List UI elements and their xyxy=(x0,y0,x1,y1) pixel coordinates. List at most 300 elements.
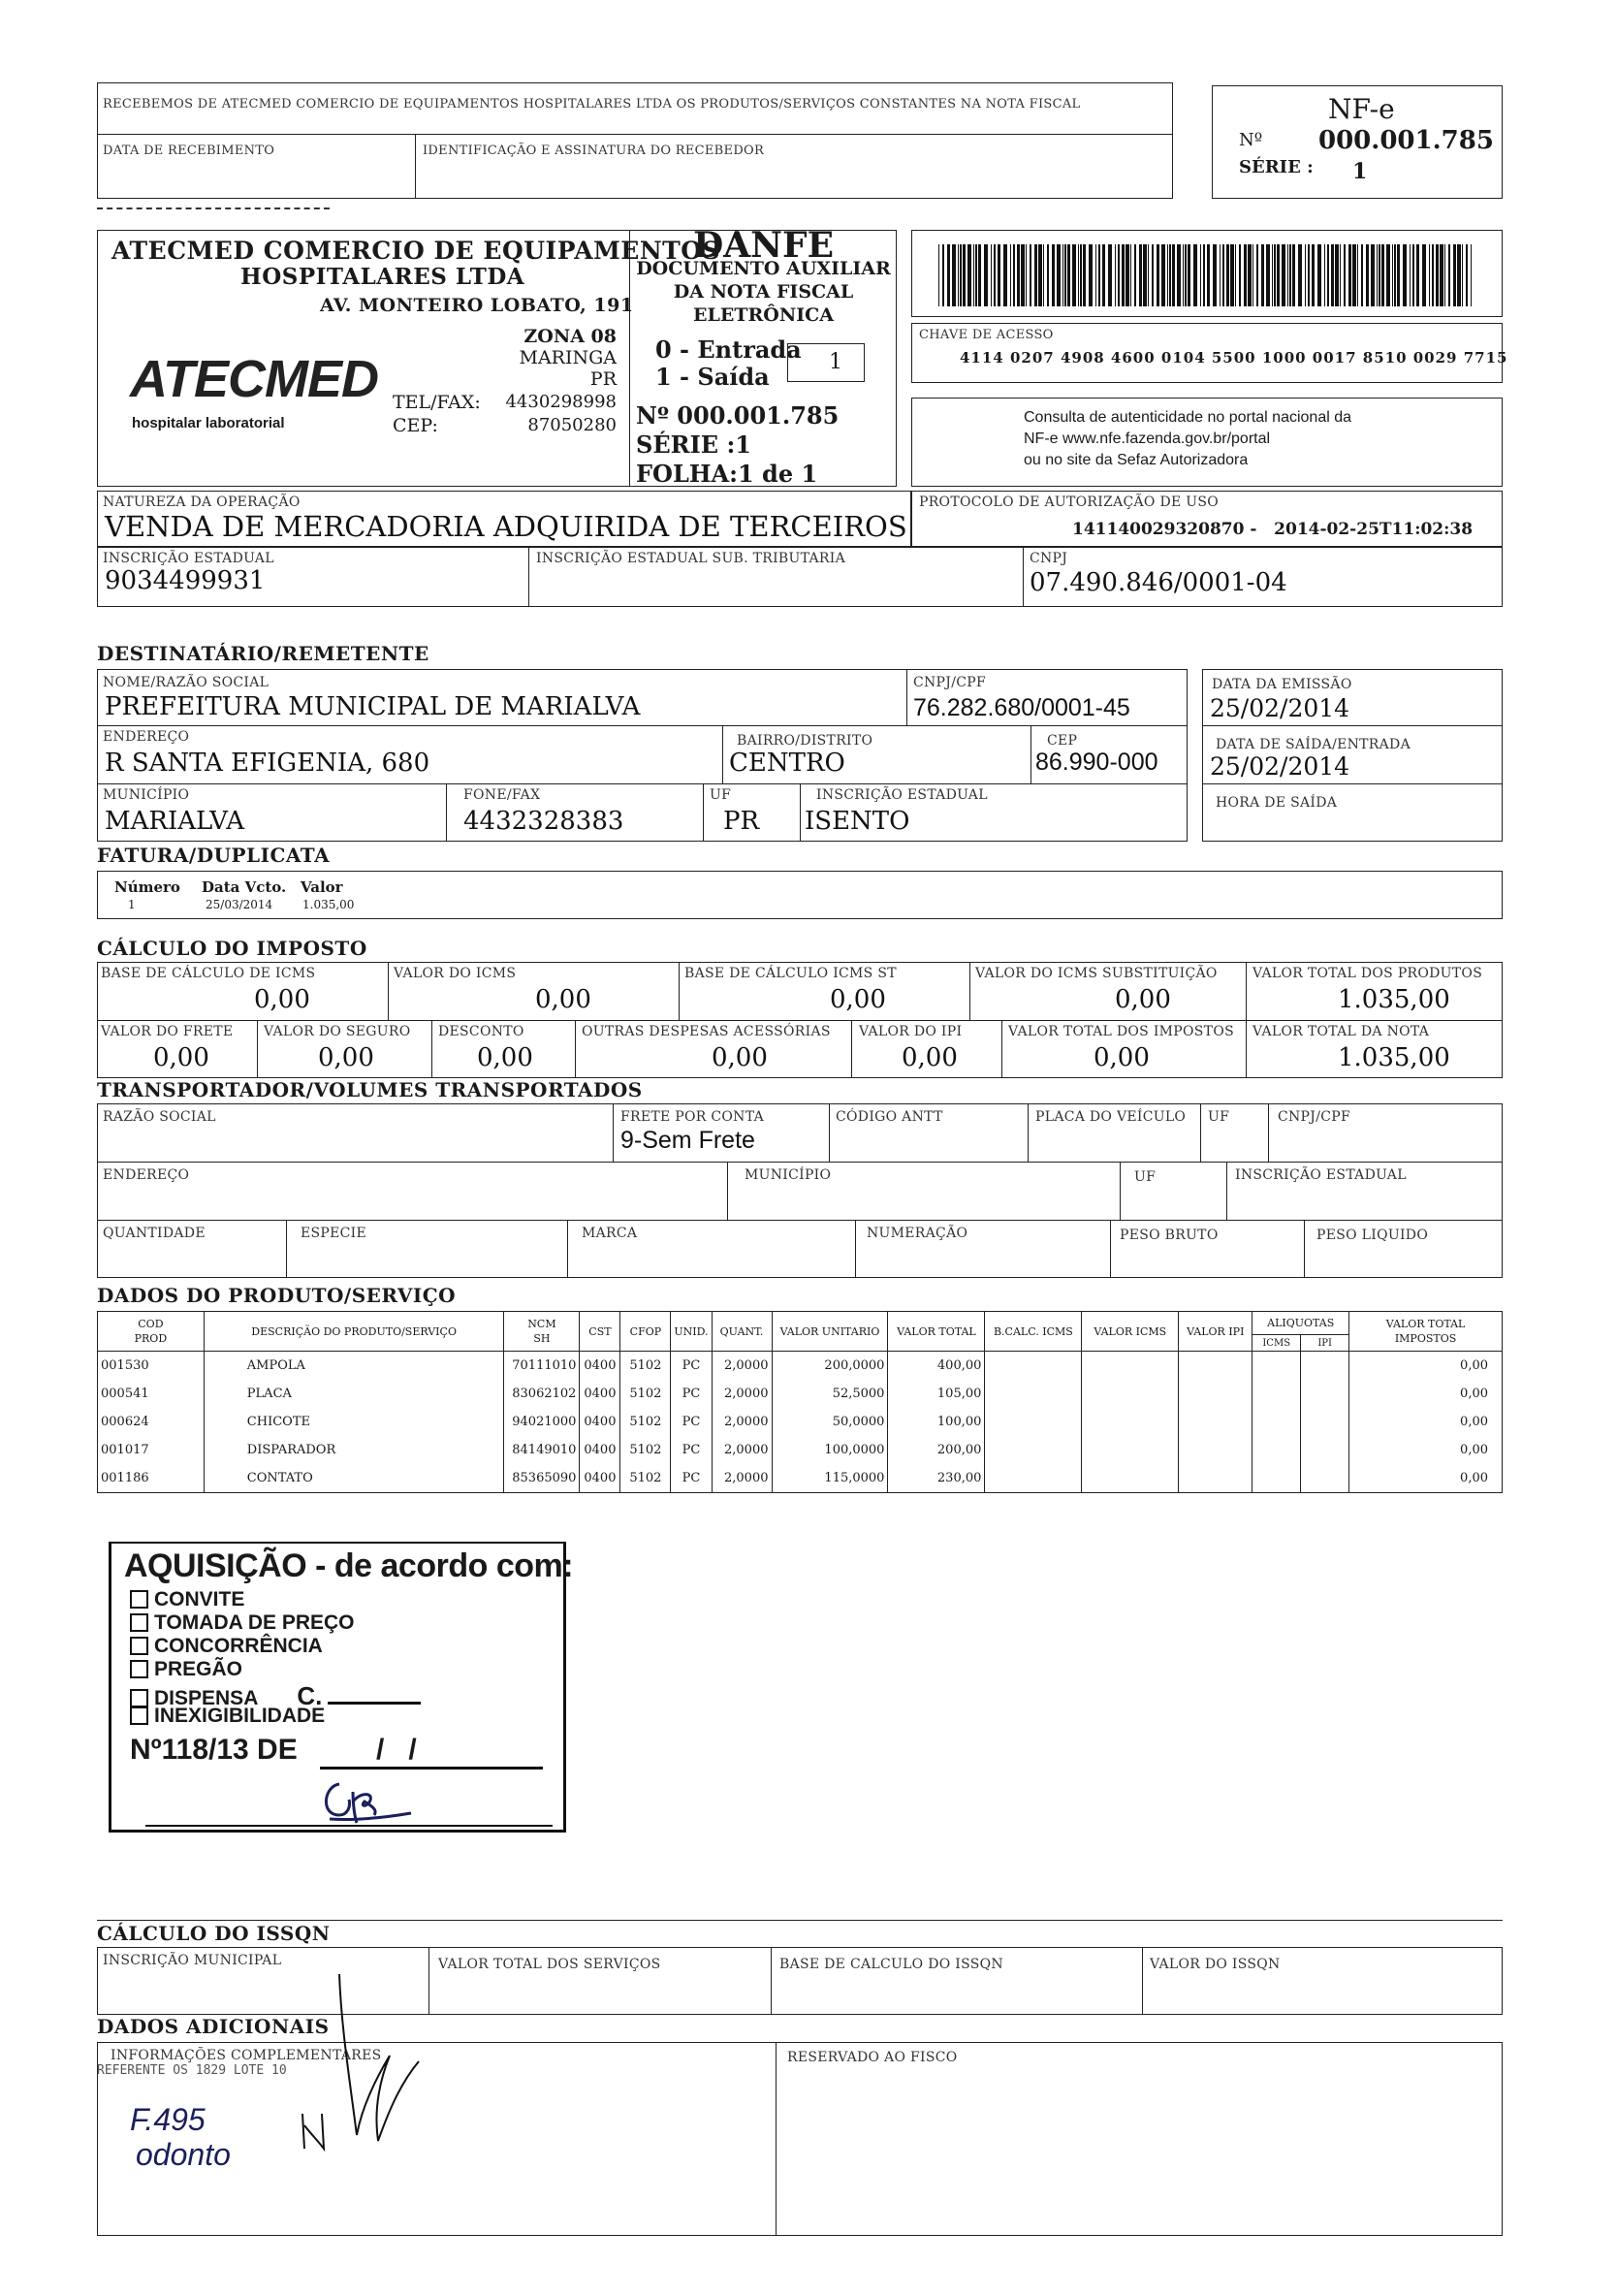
barcode-bar xyxy=(1327,244,1329,306)
barcode-bar xyxy=(1083,244,1086,306)
issqn-valor-label: VALOR DO ISSQN xyxy=(1150,1957,1281,1972)
barcode-bar xyxy=(1207,244,1210,306)
transp-endereco-label: ENDEREÇO xyxy=(103,1167,190,1183)
cell-cst: 0400 xyxy=(580,1352,620,1381)
valor-icms-label: VALOR DO ICMS xyxy=(394,966,517,981)
cell-cod: 000624 xyxy=(98,1408,205,1436)
cell-vipi xyxy=(1179,1352,1252,1381)
nfe-serie-value: 1 xyxy=(1352,159,1368,184)
barcode-bar xyxy=(1282,244,1285,306)
checkbox-inexigibilidade[interactable] xyxy=(130,1706,148,1725)
cell-cst: 0400 xyxy=(580,1436,620,1464)
danfe-tipo-box xyxy=(787,343,865,382)
fatura-valor: 1.035,00 xyxy=(302,898,355,911)
cell-vipi xyxy=(1179,1408,1252,1436)
barcode-bar xyxy=(1357,244,1358,306)
barcode-bar xyxy=(947,244,950,306)
dest-cnpj-label: CNPJ/CPF xyxy=(913,675,986,690)
barcode-bar xyxy=(1244,244,1247,306)
barcode-bar xyxy=(1252,244,1253,306)
ie-value: 9034499931 xyxy=(105,566,266,595)
barcode-bar xyxy=(1261,244,1264,306)
h-vtotal: VALOR TOTAL xyxy=(888,1312,985,1352)
produtos-heading: DADOS DO PRODUTO/SERVIÇO xyxy=(97,1284,457,1307)
cell-vunit: 50,0000 xyxy=(772,1408,888,1436)
cell-quant: 2,0000 xyxy=(712,1380,772,1408)
barcode-bar xyxy=(1386,244,1390,306)
cell-unid: PC xyxy=(671,1464,712,1493)
iest-label: INSCRIÇÃO ESTADUAL SUB. TRIBUTARIA xyxy=(536,551,845,566)
barcode-bar xyxy=(1017,244,1020,306)
protocolo-value: 141140029320870 - 2014-02-25T11:02:38 xyxy=(1072,520,1474,539)
base-icms-label: BASE DE CÁLCULO DE ICMS xyxy=(101,966,316,981)
fisco-label: RESERVADO AO FISCO xyxy=(787,2050,958,2065)
barcode-bar xyxy=(1078,244,1079,306)
barcode-bar xyxy=(973,244,974,306)
desconto-value: 0,00 xyxy=(477,1043,533,1072)
barcode-bar xyxy=(1130,244,1131,306)
barcode-bar xyxy=(1422,244,1426,306)
barcode-bar xyxy=(1462,244,1463,306)
transp-municipio-label: MUNICÍPIO xyxy=(745,1167,832,1183)
emitente-cnpj-value: 07.490.846/0001-04 xyxy=(1030,568,1287,597)
barcode-bar xyxy=(1312,244,1315,306)
dest-uf-label: UF xyxy=(710,787,732,803)
emitente-address: AV. MONTEIRO LOBATO, 191 xyxy=(320,295,634,316)
cell-cst: 0400 xyxy=(580,1408,620,1436)
cell-vtotal: 400,00 xyxy=(888,1352,985,1381)
nfe-serie-label: SÉRIE : xyxy=(1239,157,1314,177)
barcode-bar xyxy=(1052,244,1055,306)
cell-cst: 0400 xyxy=(580,1380,620,1408)
fatura-vcto: 25/03/2014 xyxy=(206,898,273,911)
handwritten-note-2: odonto xyxy=(136,2137,231,2172)
barcode-bar xyxy=(998,244,1000,306)
cell-aicms xyxy=(1252,1352,1301,1381)
barcode-bar xyxy=(1381,244,1384,306)
barcode-bar xyxy=(1239,244,1241,306)
issqn-heading: CÁLCULO DO ISSQN xyxy=(97,1922,331,1945)
stamp-underline xyxy=(145,1825,553,1827)
danfe-serie: SÉRIE :1 xyxy=(636,430,752,459)
cell-ncm: 84149010 xyxy=(504,1436,580,1464)
cell-cod: 001530 xyxy=(98,1352,205,1381)
table-row xyxy=(98,1408,1503,1436)
barcode xyxy=(938,244,1472,306)
chave-value: 4114 0207 4908 4600 0104 5500 1000 0017 8510 0029 7715 xyxy=(960,349,1508,367)
atecmed-logo xyxy=(130,349,378,409)
stamp-opt-pregao: PREGÃO xyxy=(130,1658,242,1681)
barcode-bar xyxy=(1034,244,1037,306)
table-row xyxy=(98,1380,1503,1408)
barcode-bar xyxy=(967,244,971,306)
barcode-bar xyxy=(1429,244,1430,306)
emitente-city: MARINGA xyxy=(519,347,617,368)
tot-impostos-value: 0,00 xyxy=(1094,1043,1150,1072)
barcode-bar xyxy=(963,244,966,306)
danfe-sub1: DOCUMENTO AUXILIAR xyxy=(636,258,891,279)
barcode-bar xyxy=(1377,244,1378,306)
barcode-bar xyxy=(1403,244,1407,306)
barcode-bar xyxy=(1213,244,1217,306)
barcode-bar xyxy=(1298,244,1302,306)
barcode-bar xyxy=(1331,244,1334,306)
transp-antt-label: CÓDIGO ANTT xyxy=(836,1109,943,1125)
stamp-opt-convite: CONVITE xyxy=(130,1588,244,1611)
barcode-bar xyxy=(1139,244,1142,306)
barcode-bar xyxy=(1266,244,1270,306)
barcode-bar xyxy=(938,244,939,306)
nfe-no-value: 000.001.785 xyxy=(1318,126,1494,155)
dest-cep-value: 86.990-000 xyxy=(1035,749,1158,776)
h-vunit: VALOR UNITARIO xyxy=(772,1312,888,1352)
natureza-value: VENDA DE MERCADORIA ADQUIRIDA DE TERCEIROS xyxy=(105,510,907,543)
transp-marca-label: MARCA xyxy=(582,1226,638,1241)
barcode-bar xyxy=(960,244,962,306)
stamp-opt-concorrencia: CONCORRÊNCIA xyxy=(130,1635,323,1658)
danfe-tipo-value: 1 xyxy=(829,350,842,374)
barcode-bar xyxy=(1172,244,1175,306)
base-st-label: BASE DE CÁLCULO ICMS ST xyxy=(684,966,897,981)
valor-icms-value: 0,00 xyxy=(535,985,591,1014)
cell-vipi xyxy=(1179,1380,1252,1408)
barcode-bar xyxy=(1108,244,1112,306)
h-vipi: VALOR IPI xyxy=(1179,1312,1252,1352)
transporte-box xyxy=(97,1103,1503,1278)
cell-vtotal: 230,00 xyxy=(888,1464,985,1493)
dest-endereco-label: ENDEREÇO xyxy=(103,729,190,745)
h-unid: UNID. xyxy=(671,1312,712,1352)
barcode-bar xyxy=(1222,244,1224,306)
stamp-date-slashes: / / xyxy=(376,1734,417,1766)
emitente-cep-value: 87050280 xyxy=(527,415,617,435)
h-cod: COD PROD xyxy=(98,1312,205,1352)
total-nota-label: VALOR TOTAL DA NOTA xyxy=(1252,1024,1430,1039)
barcode-bar xyxy=(1394,244,1396,306)
frete-label: VALOR DO FRETE xyxy=(101,1024,234,1039)
cell-aicms xyxy=(1252,1380,1301,1408)
chave-label: CHAVE DE ACESSO xyxy=(919,328,1054,342)
cell-ncm: 70111010 xyxy=(504,1352,580,1381)
barcode-bar xyxy=(1080,244,1082,306)
cell-desc: CONTATO xyxy=(204,1464,504,1493)
dest-emissao-value: 25/02/2014 xyxy=(1210,694,1350,722)
danfe-title: DANFE xyxy=(692,225,835,266)
cell-cod: 001017 xyxy=(98,1436,205,1464)
barcode-bar xyxy=(1248,244,1252,306)
danfe-sub2: DA NOTA FISCAL xyxy=(673,281,854,303)
handwritten-signature xyxy=(281,1968,427,2162)
dest-saida-label: DATA DE SAÍDA/ENTRADA xyxy=(1216,737,1411,752)
transp-frete-value: 9-Sem Frete xyxy=(620,1127,755,1154)
cell-vtotal: 100,00 xyxy=(888,1408,985,1436)
fatura-col-numero: Número xyxy=(114,878,180,896)
cell-ncm: 85365090 xyxy=(504,1464,580,1493)
cell-vicms xyxy=(1082,1380,1179,1408)
destinatario-heading: DESTINATÁRIO/REMETENTE xyxy=(97,642,429,665)
adicionais-heading: DADOS ADICIONAIS xyxy=(97,2015,330,2038)
dest-cep-label: CEP xyxy=(1047,733,1078,749)
h-bcalc: B.CALC. ICMS xyxy=(985,1312,1082,1352)
danfe-sub3: ELETRÔNICA xyxy=(693,304,834,326)
tot-impostos-label: VALOR TOTAL DOS IMPOSTOS xyxy=(1008,1024,1234,1039)
emitente-tel-value: 4430298998 xyxy=(505,392,617,412)
dest-ie-value: ISENTO xyxy=(805,807,910,836)
barcode-bar xyxy=(978,244,981,306)
cell-cfop: 5102 xyxy=(620,1436,671,1464)
barcode-bar xyxy=(1397,244,1400,306)
h-desc: DESCRIÇÃO DO PRODUTO/SERVIÇO xyxy=(204,1312,504,1352)
barcode-bar xyxy=(1200,244,1201,306)
barcode-bar xyxy=(1366,244,1369,306)
barcode-bar xyxy=(1448,244,1450,306)
stamp-opt-dispensa: DISPENSA C. xyxy=(130,1681,421,1711)
emitente-cnpj-label: CNPJ xyxy=(1030,551,1068,566)
barcode-bar xyxy=(1118,244,1120,306)
cell-desc: AMPOLA xyxy=(204,1352,504,1381)
barcode-bar xyxy=(1444,244,1445,306)
barcode-bar xyxy=(1466,244,1468,306)
cell-ncm: 83062102 xyxy=(504,1380,580,1408)
barcode-bar xyxy=(1148,244,1149,306)
barcode-bar xyxy=(1013,244,1015,306)
barcode-bar xyxy=(1185,244,1187,306)
barcode-bar xyxy=(1047,244,1049,306)
cell-unid: PC xyxy=(671,1408,712,1436)
desconto-label: DESCONTO xyxy=(438,1024,524,1039)
transp-razao-label: RAZÃO SOCIAL xyxy=(103,1109,216,1125)
cell-vtimp: 0,00 xyxy=(1349,1380,1503,1408)
barcode-bar xyxy=(1203,244,1205,306)
cell-vunit: 100,0000 xyxy=(772,1436,888,1464)
barcode-bar xyxy=(1230,244,1234,306)
cell-aipi xyxy=(1301,1380,1349,1408)
cell-aicms xyxy=(1252,1408,1301,1436)
cell-aipi xyxy=(1301,1436,1349,1464)
cell-vunit: 200,0000 xyxy=(772,1352,888,1381)
transp-uf2-label: UF xyxy=(1134,1169,1157,1185)
barcode-bar xyxy=(1134,244,1136,306)
barcode-bar xyxy=(1410,244,1411,306)
cell-cod: 000541 xyxy=(98,1380,205,1408)
h-aipi: IPI xyxy=(1301,1335,1349,1352)
barcode-bar xyxy=(1177,244,1181,306)
h-quant: QUANT. xyxy=(712,1312,772,1352)
dest-hora-label: HORA DE SAÍDA xyxy=(1216,795,1338,811)
cell-vicms xyxy=(1082,1464,1179,1493)
stamp-opt-inexigibilidade: INEXIGIBILIDADE xyxy=(130,1705,325,1728)
barcode-bar xyxy=(1115,244,1116,306)
h-aliq: ALIQUOTAS xyxy=(1252,1312,1349,1335)
cell-vtimp: 0,00 xyxy=(1349,1464,1503,1493)
cell-vicms xyxy=(1082,1408,1179,1436)
barcode-bar xyxy=(1122,244,1125,306)
dest-saida-value: 25/02/2014 xyxy=(1210,752,1350,781)
barcode-bar xyxy=(1277,244,1280,306)
issqn-base-label: BASE DE CALCULO DO ISSQN xyxy=(779,1957,1003,1972)
stamp-opt-tomada: TOMADA DE PREÇO xyxy=(130,1611,355,1635)
table-row xyxy=(98,1352,1503,1381)
consulta-line1: Consulta de autenticidade no portal nacional da xyxy=(1024,409,1352,426)
cell-aicms xyxy=(1252,1436,1301,1464)
dest-cnpj-value: 76.282.680/0001-45 xyxy=(913,694,1130,721)
issqn-vts-label: VALOR TOTAL DOS SERVIÇOS xyxy=(438,1957,661,1972)
barcode-bar xyxy=(1256,244,1258,306)
barcode-bar xyxy=(1183,244,1184,306)
barcode-bar xyxy=(1043,244,1044,306)
imposto-heading: CÁLCULO DO IMPOSTO xyxy=(97,937,367,960)
cell-bcalc xyxy=(985,1380,1082,1408)
base-icms-value: 0,00 xyxy=(254,985,310,1014)
transp-frete-label: FRETE POR CONTA xyxy=(620,1109,764,1125)
barcode-bar xyxy=(1193,244,1197,306)
transp-placa-label: PLACA DO VEÍCULO xyxy=(1035,1109,1187,1125)
barcode-bar xyxy=(1292,244,1295,306)
barcode-bar xyxy=(1188,244,1190,306)
frete-value: 0,00 xyxy=(153,1043,209,1072)
cell-vunit: 115,0000 xyxy=(772,1464,888,1493)
cell-cod: 001186 xyxy=(98,1464,205,1493)
barcode-bar xyxy=(1287,244,1288,306)
cell-bcalc xyxy=(985,1464,1082,1493)
barcode-bar xyxy=(1102,244,1105,306)
cell-ncm: 94021000 xyxy=(504,1408,580,1436)
barcode-bar xyxy=(1030,244,1031,306)
checkbox-concorrencia[interactable] xyxy=(130,1637,148,1655)
outras-label: OUTRAS DESPESAS ACESSÓRIAS xyxy=(582,1024,831,1039)
barcode-bar xyxy=(1348,244,1351,306)
barcode-bar xyxy=(1440,244,1443,306)
barcode-bar xyxy=(1305,244,1306,306)
total-nota-value: 1.035,00 xyxy=(1338,1043,1450,1072)
barcode-bar xyxy=(1324,244,1325,306)
produtos-table xyxy=(97,1311,1503,1493)
cell-desc: PLACA xyxy=(204,1380,504,1408)
logo-text: ATECMED xyxy=(130,350,378,408)
checkbox-convite[interactable] xyxy=(130,1590,148,1609)
cell-quant: 2,0000 xyxy=(712,1408,772,1436)
barcode-bar xyxy=(1098,244,1100,306)
barcode-bar xyxy=(1235,244,1236,306)
barcode-bar xyxy=(1072,244,1076,306)
barcode-bar xyxy=(1412,244,1414,306)
checkbox-pregao[interactable] xyxy=(130,1660,148,1678)
total-produtos-label: VALOR TOTAL DOS PRODUTOS xyxy=(1252,966,1483,981)
barcode-bar xyxy=(975,244,977,306)
barcode-bar xyxy=(1003,244,1007,306)
barcode-bar xyxy=(1152,244,1154,306)
receipt-signature-label: IDENTIFICAÇÃO E ASSINATURA DO RECEBEDOR xyxy=(423,144,765,158)
barcode-bar xyxy=(1089,244,1093,306)
cell-bcalc xyxy=(985,1408,1082,1436)
cell-aicms xyxy=(1252,1464,1301,1493)
logo-subtitle: hospitalar laboratorial xyxy=(132,415,285,431)
outras-value: 0,00 xyxy=(712,1043,768,1072)
emitente-zona: ZONA 08 xyxy=(523,326,617,347)
stamp-title: AQUISIÇÃO - de acordo com: xyxy=(124,1547,574,1584)
cell-unid: PC xyxy=(671,1380,712,1408)
cell-aipi xyxy=(1301,1464,1349,1493)
barcode-bar xyxy=(952,244,956,306)
cell-vipi xyxy=(1179,1436,1252,1464)
cell-cfop: 5102 xyxy=(620,1380,671,1408)
checkbox-tomada[interactable] xyxy=(130,1613,148,1632)
receipt-date-label: DATA DE RECEBIMENTO xyxy=(103,144,275,158)
danfe-numero: Nº 000.001.785 xyxy=(636,401,840,430)
cell-vunit: 52,5000 xyxy=(772,1380,888,1408)
cell-cfop: 5102 xyxy=(620,1352,671,1381)
transp-uf-label: UF xyxy=(1208,1109,1230,1125)
danfe-saida: 1 - Saída xyxy=(655,363,770,391)
barcode-bar xyxy=(1169,244,1171,306)
fatura-col-vcto: Data Vcto. xyxy=(202,878,287,896)
produtos-header xyxy=(98,1312,1503,1352)
emitente-state: PR xyxy=(589,368,617,390)
barcode-bar xyxy=(1317,244,1321,306)
cell-unid: PC xyxy=(671,1352,712,1381)
barcode-bar xyxy=(991,244,992,306)
transp-ie-label: INSCRIÇÃO ESTADUAL xyxy=(1235,1167,1407,1183)
barcode-bar xyxy=(1067,244,1070,306)
transp-bruto-label: PESO BRUTO xyxy=(1120,1228,1219,1243)
barcode-bar xyxy=(1010,244,1011,306)
emitente-cep-label: CEP: xyxy=(393,415,438,436)
cell-desc: DISPARADOR xyxy=(204,1436,504,1464)
transp-especie-label: ESPECIE xyxy=(301,1226,367,1241)
dest-endereco-value: R SANTA EFIGENIA, 680 xyxy=(105,749,430,778)
cell-quant: 2,0000 xyxy=(712,1436,772,1464)
dest-fone-label: FONE/FAX xyxy=(463,787,541,803)
cell-bcalc xyxy=(985,1352,1082,1381)
nfe-title: NF-e xyxy=(1328,93,1395,125)
barcode-bar xyxy=(1143,244,1147,306)
fatura-heading: FATURA/DUPLICATA xyxy=(97,844,331,867)
barcode-bar xyxy=(1274,244,1276,306)
stamp-date-line xyxy=(320,1767,543,1770)
cell-desc: CHICOTE xyxy=(204,1408,504,1436)
barcode-bar xyxy=(1026,244,1027,306)
cell-vicms xyxy=(1082,1436,1179,1464)
ipi-label: VALOR DO IPI xyxy=(859,1024,963,1039)
info-compl-value: REFERENTE OS 1829 LOTE 10 xyxy=(97,2063,287,2078)
barcode-bar xyxy=(1095,244,1096,306)
barcode-bar xyxy=(1392,244,1393,306)
transp-liquido-label: PESO LIQUIDO xyxy=(1316,1228,1429,1243)
danfe-entrada: 0 - Entrada xyxy=(655,335,802,364)
transp-qtd-label: QUANTIDADE xyxy=(103,1226,206,1241)
cell-aipi xyxy=(1301,1352,1349,1381)
cell-vtotal: 105,00 xyxy=(888,1380,985,1408)
barcode-bar xyxy=(1062,244,1063,306)
dest-bairro-label: BAIRRO/DISTRITO xyxy=(737,733,873,749)
cut-line xyxy=(97,207,330,209)
barcode-bar xyxy=(1021,244,1025,306)
barcode-bar xyxy=(1436,244,1439,306)
cell-vicms xyxy=(1082,1352,1179,1381)
barcode-bar xyxy=(942,244,944,306)
barcode-bar xyxy=(1352,244,1356,306)
dest-nome-value: PREFEITURA MUNICIPAL DE MARIALVA xyxy=(105,692,641,721)
h-ncm: NCM SH xyxy=(504,1312,580,1352)
cell-cst: 0400 xyxy=(580,1464,620,1493)
barcode-bar xyxy=(994,244,996,306)
dest-municipio-value: MARIALVA xyxy=(105,807,244,836)
h-cfop: CFOP xyxy=(620,1312,671,1352)
ipi-value: 0,00 xyxy=(902,1043,958,1072)
barcode-bar xyxy=(958,244,959,306)
barcode-bar xyxy=(1453,244,1456,306)
barcode-bar xyxy=(1340,244,1341,306)
